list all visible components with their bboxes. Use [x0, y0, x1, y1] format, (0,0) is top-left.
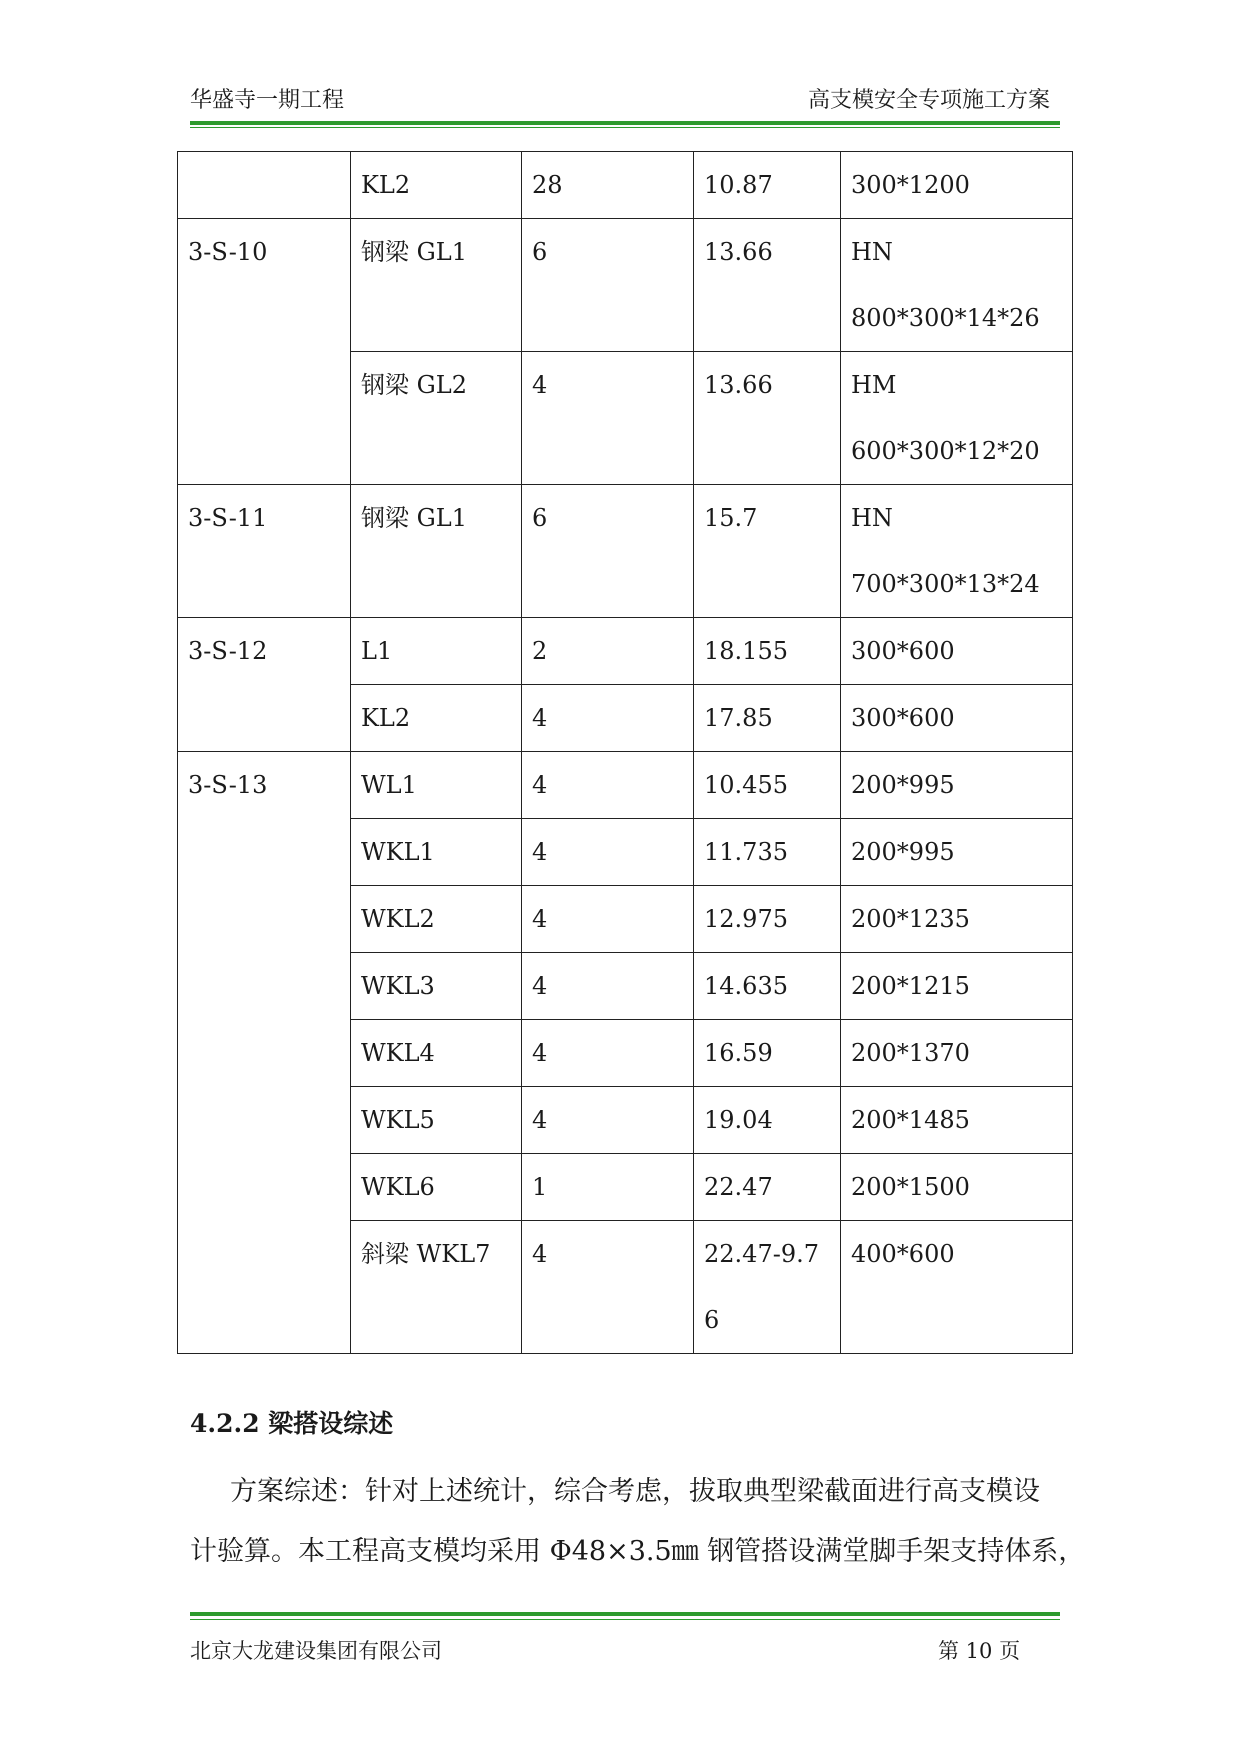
- table-cell: 17.85: [694, 685, 841, 752]
- table-cell: 300*600: [841, 685, 1073, 752]
- table-cell: 10.455: [694, 752, 841, 819]
- table-cell: 14.635: [694, 953, 841, 1020]
- cell-text-line: 800*300*14*26: [851, 304, 1040, 332]
- cell-text-line: 700*300*13*24: [851, 570, 1040, 598]
- table-cell: WKL2: [351, 886, 522, 953]
- cell-text-line: HN: [851, 504, 893, 532]
- table-cell: [841, 352, 1073, 485]
- table-cell: 4: [522, 352, 694, 485]
- table-cell: 4: [522, 1020, 694, 1087]
- table-cell: 200*995: [841, 819, 1073, 886]
- table-cell: 13.66: [694, 352, 841, 485]
- table-cell: KL2: [351, 685, 522, 752]
- table-cell: 斜梁 WKL7: [351, 1221, 522, 1354]
- footer-page-number: 第 10 页: [938, 1639, 1021, 1663]
- table-cell: [694, 1221, 841, 1354]
- table-cell: 19.04: [694, 1087, 841, 1154]
- table-cell: 4: [522, 953, 694, 1020]
- table-cell: 3-S-11: [178, 485, 351, 618]
- cell-text-line: 6: [704, 1306, 720, 1334]
- beam-table: [177, 151, 1073, 1354]
- table-cell: 200*995: [841, 752, 1073, 819]
- table-cell: [841, 219, 1073, 352]
- table-cell: [178, 152, 351, 219]
- table-cell: 200*1370: [841, 1020, 1073, 1087]
- header-rule-thick: [190, 121, 1060, 125]
- table-row: [178, 152, 1073, 219]
- table-cell: 300*1200: [841, 152, 1073, 219]
- table-cell: 18.155: [694, 618, 841, 685]
- table-cell: 200*1485: [841, 1087, 1073, 1154]
- footer-company: 北京大龙建设集团有限公司: [190, 1639, 442, 1663]
- table-cell: 3-S-13: [178, 752, 351, 1354]
- table-cell: WKL3: [351, 953, 522, 1020]
- table-cell: 400*600: [841, 1221, 1073, 1354]
- footer-rule-thick: [190, 1612, 1060, 1616]
- table-row: [178, 219, 1073, 352]
- table-cell: WKL6: [351, 1154, 522, 1221]
- table-cell: 2: [522, 618, 694, 685]
- cell-text-line: HM: [851, 371, 897, 399]
- cell-text-line: 600*300*12*20: [851, 437, 1040, 465]
- cell-text-line: HN: [851, 238, 893, 266]
- table-cell: 200*1235: [841, 886, 1073, 953]
- table-cell: WKL5: [351, 1087, 522, 1154]
- table-cell: 6: [522, 485, 694, 618]
- table-cell: L1: [351, 618, 522, 685]
- table-cell: 3-S-12: [178, 618, 351, 752]
- header-project-name: 华盛寺一期工程: [190, 88, 345, 113]
- table-row: [178, 752, 1073, 819]
- table-cell: WKL1: [351, 819, 522, 886]
- paragraph-line-1: 方案综述：针对上述统计，综合考虑，拔取典型梁截面进行高支模设: [230, 1476, 1040, 1507]
- table-cell: 300*600: [841, 618, 1073, 685]
- table-cell: 22.47: [694, 1154, 841, 1221]
- page-header: [190, 84, 1050, 118]
- table-cell: 钢梁 GL1: [351, 219, 522, 352]
- table-cell: [841, 485, 1073, 618]
- section-heading: 4.2.2 梁搭设综述: [190, 1409, 394, 1438]
- table-cell: 11.735: [694, 819, 841, 886]
- table-cell: 28: [522, 152, 694, 219]
- header-document-title: 高支模安全专项施工方案: [807, 88, 1050, 113]
- table-cell: 钢梁 GL1: [351, 485, 522, 618]
- table-cell: 1: [522, 1154, 694, 1221]
- table-cell: 15.7: [694, 485, 841, 618]
- table-cell: 钢梁 GL2: [351, 352, 522, 485]
- table-cell: 3-S-10: [178, 219, 351, 485]
- table-cell: WL1: [351, 752, 522, 819]
- table-cell: 12.975: [694, 886, 841, 953]
- footer-rule-thin: [190, 1619, 1060, 1620]
- table-cell: 10.87: [694, 152, 841, 219]
- table-cell: 4: [522, 1221, 694, 1354]
- table-cell: WKL4: [351, 1020, 522, 1087]
- table-cell: 200*1215: [841, 953, 1073, 1020]
- cell-text-line: 22.47-9.7: [704, 1240, 819, 1268]
- table-cell: 4: [522, 819, 694, 886]
- table-cell: 13.66: [694, 219, 841, 352]
- table-cell: KL2: [351, 152, 522, 219]
- table-cell: 6: [522, 219, 694, 352]
- table-cell: 16.59: [694, 1020, 841, 1087]
- table-row: [178, 618, 1073, 685]
- paragraph-line-2: 计验算。本工程高支模均采用 Φ48×3.5㎜ 钢管搭设满堂脚手架支持体系，: [190, 1536, 1086, 1567]
- table-cell: 4: [522, 685, 694, 752]
- table-row: [178, 485, 1073, 618]
- header-rule-thin: [190, 127, 1060, 128]
- table-cell: 200*1500: [841, 1154, 1073, 1221]
- table-cell: 4: [522, 1087, 694, 1154]
- table-cell: 4: [522, 752, 694, 819]
- table-cell: 4: [522, 886, 694, 953]
